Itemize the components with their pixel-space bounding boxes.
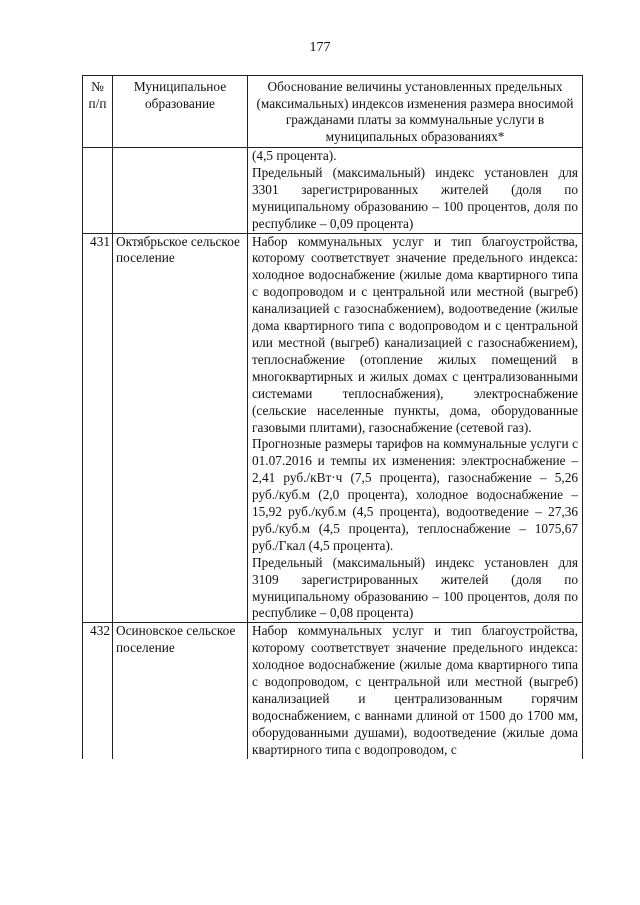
row-municipality [113,148,248,234]
row-municipality: Осиновское сельское поселение [113,623,248,759]
row-justification [248,233,583,623]
justification-paragraph: Предельный (максимальный) индекс установлен для 3109 зарегистрированных жителей (доля по муниципальному образованию – 100 процентов, доля по республике – 0,08 процента) [252,554,578,621]
table-header-row [83,76,583,148]
justification-paragraph: (4,5 процента). [252,148,337,163]
row-number [83,148,113,234]
tariff-index-table [82,75,583,759]
header-justification: Обоснование величины установленных предельных (максимальных) индексов изменения размера вносимой гражданами платы за коммунальные услуги в муниципальных образованиях* [248,76,583,148]
row-justification [248,148,583,234]
table-row [83,233,583,623]
row-municipality: Октябрьское сельское поселение [113,233,248,623]
page-number: 177 [309,40,331,55]
justification-paragraph: Предельный (максимальный) индекс установлен для 3301 зарегистрированных жителей (доля по муниципальному образованию – 100 процентов, доля по республике – 0,09 процента) [252,164,578,231]
justification-paragraph: Набор коммунальных услуг и тип благоустройства, которому соответствует значение предельного индекса: холодное водоснабжение (жилые дома квартирного типа с водопроводом и с центральной или местной (выгреб) канализацией с газоснабжением), водоотведение (жилые дома квартирного типа с водопроводом и с центральной или местной (выгреб) канализацией с газоснабжением), теплоснабжение (отопление жилых помещений в многоквартирных и жилых домах с централизованными системами теплоснабжения), электроснабжение (сельские населенные пункты, дома, оборудованные газовыми плитами), газоснабжение (сетевой газ). [252,233,578,435]
table-row [83,148,583,234]
header-municipality: Муниципальное образование [113,76,248,148]
row-number: 431 [83,233,113,623]
header-number: № п/п [83,76,113,148]
justification-paragraph: Прогнозные размеры тарифов на коммунальные услуги с 01.07.2016 и темпы их изменения: электроснабжение – 2,41 руб./кВт·ч (7,5 процента), газоснабжение – 5,26 руб./куб.м (2,0 процента), холодное водоснабжение – 15,92 руб./куб.м (4,5 процента), водоотведение – 27,36 руб./куб.м (4,5 процента), теплоснабжение – 1075,67 руб./Гкал (4,5 процента). [252,436,578,553]
justification-paragraph: Набор коммунальных услуг и тип благоустройства, которому соответствует значение предельного индекса: холодное водоснабжение (жилые дома квартирного типа с водопроводом, с центральной или местной (выгреб) канализацией и централизованным горячим водоснабжением, с ваннами длиной от 1500 до 1700 мм, оборудованными душами), водоотведение (жилые дома квартирного типа с водопроводом, с [252,623,578,757]
table-row [83,623,583,759]
row-justification [248,623,583,759]
row-number: 432 [83,623,113,759]
